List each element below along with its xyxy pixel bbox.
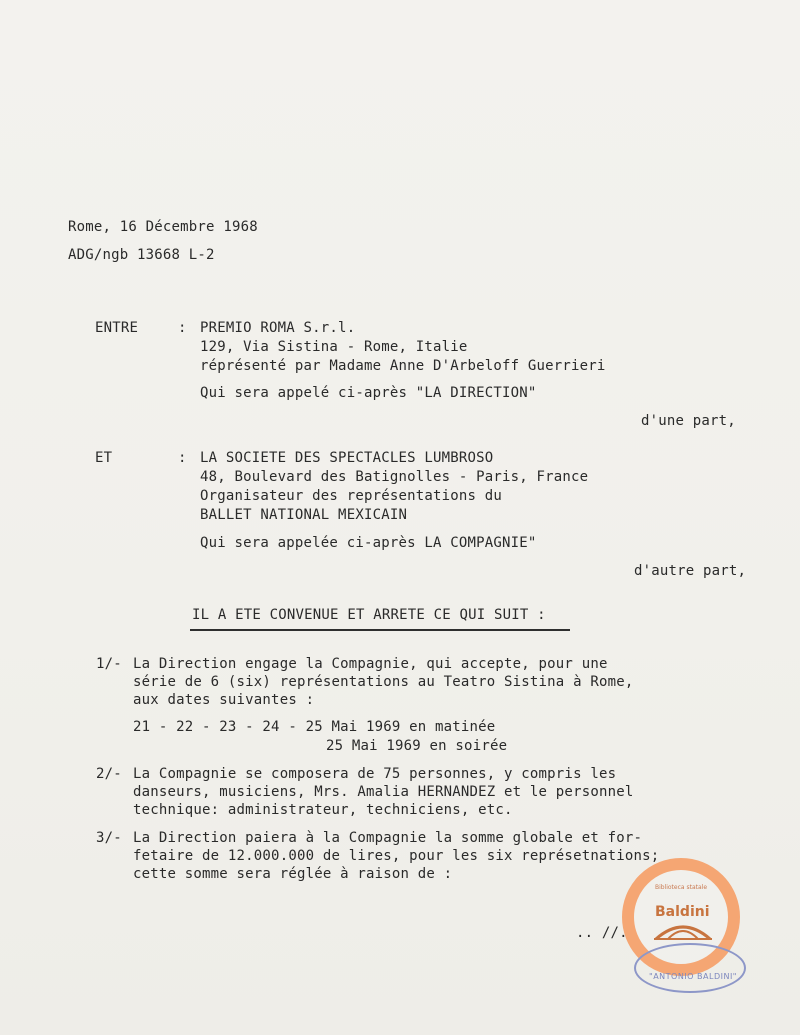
archive-oval-stamp bbox=[634, 943, 746, 993]
performance-date-evening: 25 Mai 1969 en soirée bbox=[326, 738, 508, 754]
clause-number: 3/- bbox=[96, 830, 122, 846]
library-logo-word: Baldini bbox=[655, 904, 710, 920]
clause-line: danseurs, musiciens, Mrs. Amalia HERNANDEZ et le personnel bbox=[133, 784, 634, 800]
performance-dates-matinee: 21 - 22 - 23 - 24 - 25 Mai 1969 en matinée bbox=[133, 719, 496, 735]
date-line: Rome, 16 Décembre 1968 bbox=[68, 219, 258, 235]
party-two-closing: d'autre part, bbox=[634, 563, 747, 579]
shell-logo-icon bbox=[652, 921, 714, 941]
party-two-name: LA SOCIETE DES SPECTACLES LUMBROSO bbox=[200, 450, 494, 466]
clause-line: cette somme sera réglée à raison de : bbox=[133, 866, 453, 882]
party-two-colon: : bbox=[178, 450, 187, 466]
agreement-heading: IL A ETE CONVENUE ET ARRETE CE QUI SUIT : bbox=[192, 607, 546, 623]
clause-line: série de 6 (six) représentations au Teatro Sistina à Rome, bbox=[133, 674, 634, 690]
clause-number: 1/- bbox=[96, 656, 122, 672]
library-logo-caption: Biblioteca statale bbox=[654, 884, 708, 891]
party-two-role: Organisateur des représentations du bbox=[200, 488, 503, 504]
clause-line: aux dates suivantes : bbox=[133, 692, 315, 708]
party-one-representative: réprésenté par Madame Anne D'Arbeloff Guerrieri bbox=[200, 358, 606, 374]
party-two-label: ET bbox=[95, 450, 113, 466]
party-one-closing: d'une part, bbox=[641, 413, 736, 429]
clause-line: La Direction engage la Compagnie, qui accepte, pour une bbox=[133, 656, 608, 672]
heading-underline bbox=[190, 629, 570, 631]
clause-line: fetaire de 12.000.000 de lires, pour les six représetnations; bbox=[133, 848, 660, 864]
party-one-colon: : bbox=[178, 320, 187, 336]
clause-number: 2/- bbox=[96, 766, 122, 782]
clause-line: La Compagnie se composera de 75 personnes, y compris les bbox=[133, 766, 617, 782]
party-two-ballet: BALLET NATIONAL MEXICAIN bbox=[200, 507, 408, 523]
archive-stamp-text: "ANTONIO BALDINI" bbox=[649, 972, 737, 981]
reference-number: ADG/ngb 13668 L-2 bbox=[68, 247, 215, 263]
clause-line: La Direction paiera à la Compagnie la somme globale et for- bbox=[133, 830, 643, 846]
party-one-name: PREMIO ROMA S.r.l. bbox=[200, 320, 356, 336]
party-one-label: ENTRE bbox=[95, 320, 139, 336]
continuation-mark: .. //.. bbox=[576, 925, 637, 941]
clause-line: technique: administrateur, techniciens, etc. bbox=[133, 802, 513, 818]
party-two-address: 48, Boulevard des Batignolles - Paris, France bbox=[200, 469, 589, 485]
party-one-designation: Qui sera appelé ci-après "LA DIRECTION" bbox=[200, 385, 537, 401]
party-two-designation: Qui sera appelée ci-après LA COMPAGNIE" bbox=[200, 535, 537, 551]
party-one-address: 129, Via Sistina - Rome, Italie bbox=[200, 339, 468, 355]
